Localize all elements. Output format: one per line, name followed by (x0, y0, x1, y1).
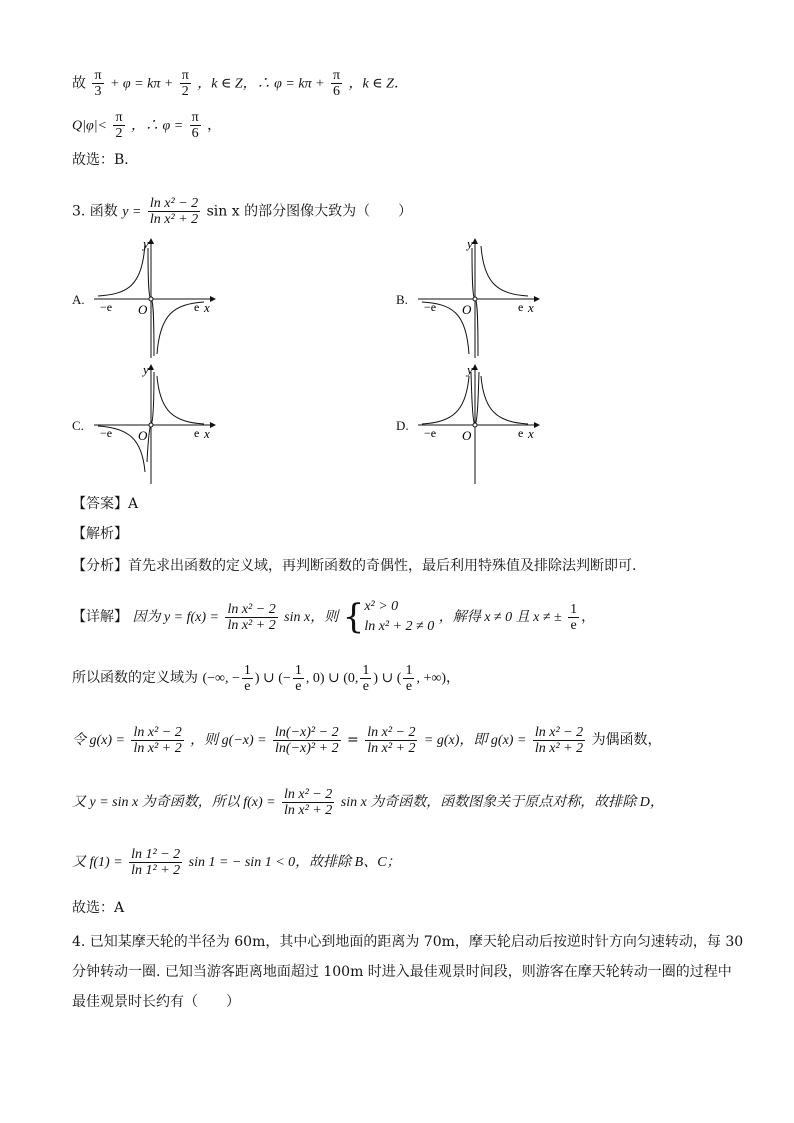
label-y: y (143, 362, 149, 377)
y-axis-arrow-icon (148, 238, 154, 244)
analysis-text: 首先求出函数的定义域，再判断函数的奇偶性，最后利用特殊值及排除法判断即可. (128, 558, 637, 574)
label-neg-e: −e (424, 300, 437, 314)
fraction: $\frac{\text{ln x² − 2}}{\text{ln x² + 2}}$ (284, 786, 333, 818)
x-axis-arrow-icon (534, 422, 540, 428)
fraction: $\frac{\text{ln 1² − 2}}{\text{ln 1² + 2}}$ (131, 846, 181, 878)
question-4-line-1: 4. 已知某摩天轮的半径为 60m，其中心到地面的距离为 70m，摩天轮启动后按逆时针方向匀速转动，每 30 (72, 934, 744, 950)
x-axis-arrow-icon (534, 296, 540, 302)
text: 又 y = sin x 为奇函数，所以 f(x) = (72, 795, 276, 810)
origin-point (149, 297, 153, 301)
question-4-line-3: 最佳观景时长约有（ ） (72, 994, 240, 1010)
text: + φ = kπ + (109, 76, 174, 92)
text: 令 g(x) = (72, 733, 125, 748)
fraction: $\frac{1}{e}$ (294, 662, 302, 694)
fraction: $\frac{\text{ln x² − 2}}{\text{ln x² + 2}}$ (367, 724, 416, 756)
question-3 (72, 196, 412, 227)
domain-line: 所以函数的定义域为 (−∞, − $\frac{1}{e}$ ) ∪ (− $\frac{1}{e}$ , 0) ∪ (0, $\frac{1}{e}$ ) ∪ ( $\frac{1}{e}$ , +∞)， (72, 662, 461, 694)
fraction: $\frac{\pi}{3}$ (94, 68, 102, 99)
text: 故 (72, 75, 86, 92)
label-origin: O (462, 302, 472, 317)
label-x: x (204, 300, 210, 315)
detail-label: 【详解】 (72, 609, 128, 625)
graph-d (412, 362, 542, 486)
fraction: $\frac{\text{ln x² − 2}}{\text{ln x² + 2}}$ (149, 196, 199, 227)
text: 为偶函数， (591, 732, 662, 748)
y-axis-arrow-icon (472, 238, 478, 244)
analysis-title: 【解析】 (72, 526, 128, 542)
detail-line-1: 【详解】 因为 y = f(x) = $\frac{\text{ln x² − 2}}{\text{ln x² + 2}}$ sin x，则 { x² > 0 ln x² + 2 ≠ 0 ，解得 x ≠ 0 且 x ≠ ± $\frac{1}{e}$ ， (72, 597, 596, 637)
label-y: y (143, 236, 149, 251)
g-line: 令 g(x) = $\frac{\text{ln x² − 2}}{\text{ln x² + 2}}$ ，则 g(−x) = $\frac{\text{ln(−x)² − 2}}{\text{ln(−x)² + 2}}$ = $\frac{\text{ln x² − 2}}{\text{ln x² + 2}}$ = g(x)，即 g(x) = $\frac{\text{ln x² − 2}}{\text{ln x² + 2}}$ 为偶函数， (72, 724, 662, 756)
text: Q|φ|< (72, 118, 107, 134)
graph-a (88, 236, 218, 360)
text: y = (122, 204, 142, 220)
curve-left-upper (98, 244, 145, 296)
origin-point (473, 297, 477, 301)
origin-point (149, 423, 153, 427)
label-neg-e: −e (424, 426, 437, 440)
question-number: 3. 函数 (72, 203, 118, 220)
text: = g(x)，即 g(x) = (423, 733, 527, 748)
fraction: $\frac{\pi}{6}$ (332, 68, 341, 99)
label-e: e (518, 426, 524, 440)
answer: 【答案】A (72, 496, 139, 512)
fraction: $\frac{\pi}{2}$ (181, 68, 189, 99)
x-axis-arrow-icon (210, 422, 216, 428)
option-a-label: A. (72, 292, 85, 307)
text: ，则 g(−x) = (190, 733, 267, 748)
graph-b (412, 236, 542, 360)
text: 又 f(1) = (72, 855, 123, 870)
label-e: e (194, 300, 200, 314)
label-origin: O (138, 302, 148, 317)
text: 所以函数的定义域为 (72, 670, 198, 686)
label-neg-e: −e (100, 426, 113, 440)
text: sin x 为奇函数，函数图象关于原点对称，故排除 D， (340, 795, 664, 810)
f1-line (72, 842, 401, 883)
fraction: $\frac{\text{ln(−x)² − 2}}{\text{ln(−x)² + 2}}$ (275, 724, 339, 756)
option-d-label: D. (396, 418, 409, 433)
prev-line-2 (72, 110, 221, 141)
sin-line (72, 782, 664, 823)
fraction: $\frac{1}{e}$ (405, 662, 413, 694)
label-y: y (467, 362, 473, 377)
prev-choice: 故选：B． (72, 152, 139, 168)
text: ，∴ φ = (130, 118, 184, 134)
prev-line-1 (72, 68, 408, 99)
text: ，解得 x ≠ 0 且 x ≠ ± (438, 610, 562, 625)
option-b-label: B. (396, 292, 408, 307)
text: ， (207, 117, 222, 134)
text: 因为 y = f(x) = (132, 610, 219, 625)
question-4-line-2: 分钟转动一圈. 已知当游客距离地面超过 100m 时进入最佳观景时间段，则游客在摩天轮转动一圈的过程中 (72, 964, 732, 980)
label-neg-e: −e (100, 300, 113, 314)
system-of-inequalities: x² > 0 ln x² + 2 ≠ 0 (364, 599, 435, 634)
curve-left-upper (422, 376, 469, 424)
label-y: y (467, 236, 473, 251)
label-x: x (204, 426, 210, 441)
fraction: $\frac{\text{ln x² − 2}}{\text{ln x² + 2}}$ (534, 724, 584, 756)
text: sin x 的部分图像大致为（ ） (206, 203, 413, 220)
fraction: $\frac{1}{e}$ (570, 601, 578, 633)
label-e: e (194, 426, 200, 440)
choice-a: 故选：A (72, 900, 125, 916)
y-axis-arrow-icon (148, 364, 154, 370)
label-origin: O (462, 428, 472, 443)
curve-right-upper (157, 376, 204, 424)
fraction: $\frac{\text{ln x² − 2}}{\text{ln x² + 2}}$ (133, 724, 182, 756)
brace-icon: { (342, 597, 365, 637)
fraction: $\frac{\text{ln x² − 2}}{\text{ln x² + 2}}$ (227, 601, 276, 633)
fraction: $\frac{\pi}{6}$ (191, 110, 199, 141)
origin-point (473, 423, 477, 427)
fraction: $\frac{1}{e}$ (243, 662, 251, 694)
analysis (72, 556, 636, 576)
curve-right-upper (481, 376, 528, 424)
x-axis-arrow-icon (210, 296, 216, 302)
label-e: e (518, 300, 524, 314)
text: sin x，则 (284, 610, 339, 625)
analysis-label: 【分析】 (72, 558, 128, 574)
label-x: x (528, 300, 534, 315)
y-axis-arrow-icon (472, 364, 478, 370)
fraction: $\frac{\pi}{2}$ (115, 110, 123, 141)
fraction: $\frac{1}{e}$ (362, 662, 370, 694)
text: sin 1 = − sin 1 < 0，故排除 B、C； (188, 855, 401, 870)
text: ，k ∈ Z． (348, 76, 408, 92)
label-x: x (528, 426, 534, 441)
curve-right-upper (481, 246, 528, 296)
option-c-label: C. (72, 418, 84, 433)
graph-c (88, 362, 218, 486)
text: ，k ∈ Z，∴ φ = kπ + (197, 76, 325, 92)
label-origin: O (138, 428, 148, 443)
